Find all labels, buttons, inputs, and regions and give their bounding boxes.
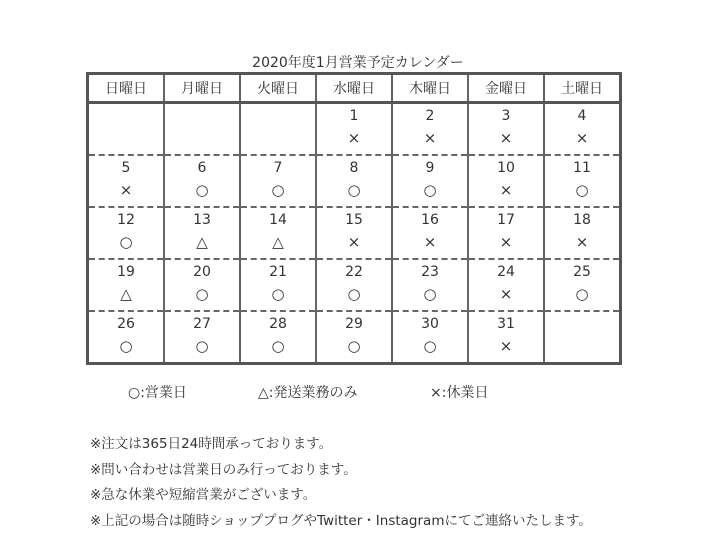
day-number: 30 [421, 316, 439, 332]
business-status-mark: × [575, 129, 589, 147]
business-status-mark: × [119, 181, 133, 199]
calendar-day-cell [316, 103, 392, 156]
business-status-mark: ○ [271, 285, 285, 303]
note-line: ※問い合わせは営業日のみ行っております。 [90, 461, 357, 478]
business-status-mark: ○ [119, 233, 133, 251]
calendar-day-cell [468, 103, 544, 156]
business-status-mark: ○ [347, 285, 361, 303]
day-number: 9 [425, 160, 435, 176]
business-status-mark: × [499, 233, 513, 251]
note-line: ※急な休業や短縮営業がございます。 [90, 487, 317, 503]
day-number: 15 [345, 212, 363, 228]
weekday-header-fri: 金曜日 [468, 74, 544, 103]
calendar-day-cell [88, 207, 165, 259]
day-number: 8 [349, 160, 359, 176]
day-number: 29 [345, 316, 363, 332]
business-status-mark: △ [120, 285, 132, 303]
day-number: 27 [193, 316, 211, 332]
business-status-mark: △ [272, 233, 284, 251]
day-number: 3 [501, 108, 511, 124]
weekday-header-thu: 木曜日 [392, 74, 468, 103]
day-number: 19 [117, 264, 135, 280]
legend-open: ○:営業日 [128, 385, 187, 401]
business-status-mark: ○ [271, 181, 285, 199]
calendar-day-cell [164, 311, 240, 364]
calendar-week-row [88, 259, 621, 311]
day-number: 1 [349, 108, 359, 124]
day-number: 10 [497, 160, 515, 176]
calendar-week-row [88, 311, 621, 364]
day-number: 22 [345, 264, 363, 280]
calendar-day-cell [544, 207, 621, 259]
weekday-header-tue: 火曜日 [240, 74, 316, 103]
business-status-mark: △ [196, 233, 208, 251]
day-number: 2 [425, 108, 435, 124]
day-number: 31 [497, 316, 515, 332]
calendar-day-cell [392, 311, 468, 364]
business-status-mark [241, 126, 315, 148]
calendar-day-cell [316, 155, 392, 207]
weekday-header-mon: 月曜日 [164, 74, 240, 103]
business-status-mark: ○ [195, 337, 209, 355]
business-status-mark: × [575, 233, 589, 251]
business-status-mark: × [347, 233, 361, 251]
calendar-day-cell [468, 155, 544, 207]
day-number: 17 [497, 212, 515, 228]
notes [90, 432, 592, 534]
day-number: 26 [117, 316, 135, 332]
day-number: 20 [193, 264, 211, 280]
day-number: 4 [577, 108, 587, 124]
calendar-day-cell [316, 259, 392, 311]
calendar-day-cell [544, 155, 621, 207]
day-number: 11 [573, 160, 591, 176]
calendar-table [86, 72, 622, 365]
business-status-mark: ○ [575, 285, 589, 303]
business-status-mark: × [499, 129, 513, 147]
business-status-mark: ○ [423, 181, 437, 199]
calendar-day-cell [240, 155, 316, 207]
day-number: 7 [273, 160, 283, 176]
day-number: 16 [421, 212, 439, 228]
calendar-day-cell [88, 103, 165, 156]
day-number: 5 [121, 160, 131, 176]
calendar-day-cell [240, 207, 316, 259]
legend-closed: ×:休業日 [430, 385, 489, 401]
day-number: 12 [117, 212, 135, 228]
calendar-day-cell [468, 311, 544, 364]
business-status-mark: × [423, 233, 437, 251]
business-status-mark [165, 126, 239, 148]
business-status-mark: ○ [347, 337, 361, 355]
day-number: 6 [197, 160, 207, 176]
calendar-day-cell [544, 311, 621, 364]
calendar-day-cell [392, 155, 468, 207]
calendar-day-cell [164, 207, 240, 259]
calendar-week-row [88, 155, 621, 207]
calendar-day-cell [164, 103, 240, 156]
day-number: 28 [269, 316, 287, 332]
calendar-day-cell [316, 311, 392, 364]
day-number: 24 [497, 264, 515, 280]
business-status-mark [89, 126, 163, 148]
business-status-mark: × [499, 337, 513, 355]
business-status-mark [545, 334, 619, 356]
note-line: ※注文は365日24時間承っております。 [90, 436, 333, 452]
business-status-mark: × [423, 129, 437, 147]
day-number: 13 [193, 212, 211, 228]
business-status-mark: ○ [271, 337, 285, 355]
note-line: ※上記の場合は随時ショッププログやTwitter・Instagramにてご連絡いたします。 [90, 512, 592, 529]
business-status-mark: ○ [195, 181, 209, 199]
calendar-day-cell [88, 311, 165, 364]
calendar-day-cell [240, 311, 316, 364]
calendar-body [88, 103, 621, 364]
calendar-day-cell [544, 103, 621, 156]
calendar-week-row [88, 207, 621, 259]
weekday-header-sat: 土曜日 [544, 74, 621, 103]
calendar-day-cell [88, 155, 165, 207]
calendar-day-cell [88, 259, 165, 311]
business-status-mark: × [499, 181, 513, 199]
calendar-day-cell [240, 103, 316, 156]
day-number: 23 [421, 264, 439, 280]
business-status-mark: ○ [347, 181, 361, 199]
calendar-day-cell [240, 259, 316, 311]
calendar-day-cell [468, 259, 544, 311]
day-number [89, 104, 163, 126]
business-status-mark: ○ [423, 337, 437, 355]
business-status-mark: × [499, 285, 513, 303]
legend-shipping-only: △:発送業務のみ [258, 385, 358, 401]
day-number [241, 104, 315, 126]
calendar-week-row [88, 103, 621, 156]
calendar-day-cell [468, 207, 544, 259]
calendar-day-cell [392, 259, 468, 311]
business-status-mark: ○ [195, 285, 209, 303]
day-number [545, 312, 619, 334]
business-status-mark: ○ [423, 285, 437, 303]
business-status-mark: × [347, 129, 361, 147]
calendar-day-cell [164, 259, 240, 311]
day-number: 18 [573, 212, 591, 228]
weekday-header-sun: 日曜日 [88, 74, 165, 103]
calendar-title: 2020年度1月営業予定カレンダー [252, 55, 464, 71]
business-status-mark: ○ [575, 181, 589, 199]
day-number: 25 [573, 264, 591, 280]
weekday-header-wed: 水曜日 [316, 74, 392, 103]
calendar-day-cell [164, 155, 240, 207]
business-status-mark: ○ [119, 337, 133, 355]
calendar-day-cell [392, 103, 468, 156]
calendar-day-cell [316, 207, 392, 259]
weekday-header-row [88, 74, 621, 103]
calendar-day-cell [392, 207, 468, 259]
calendar-day-cell [544, 259, 621, 311]
day-number [165, 104, 239, 126]
day-number: 21 [269, 264, 287, 280]
day-number: 14 [269, 212, 287, 228]
